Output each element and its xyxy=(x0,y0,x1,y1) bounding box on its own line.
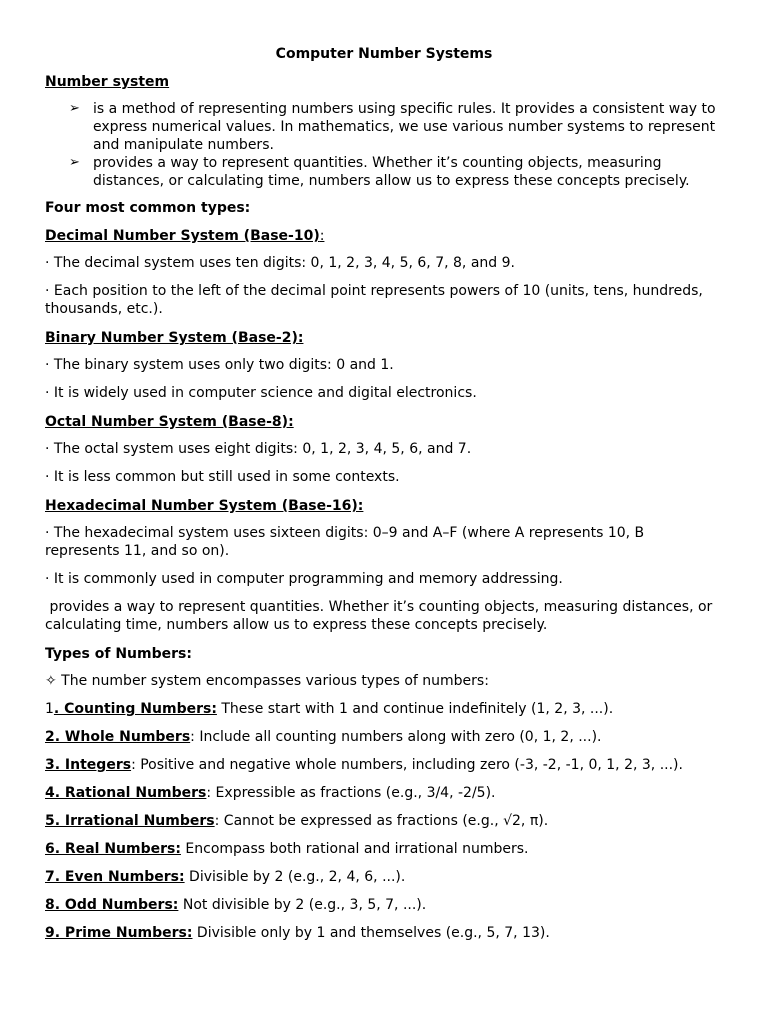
arrow-bullet-icon: ➢ xyxy=(69,101,80,116)
binary-line-1: · The binary system uses only two digits: 0 and 1. xyxy=(45,357,394,373)
type-desc: Divisible only by 1 and themselves (e.g., 5, 7, 13). xyxy=(192,925,550,941)
repeat-paragraph: provides a way to represent quantities. Whether it’s counting objects, measuring distances, or calculating time, numbers allow us to express these concepts precisely. xyxy=(45,599,717,633)
type-term: 3. Integers xyxy=(45,757,132,773)
bullet-text: provides a way to represent quantities. Whether it’s counting objects, measuring distances, or calculating time, numbers allow us to express these concepts precisely. xyxy=(93,155,690,189)
type-desc: Encompass both rational and irrational numbers. xyxy=(180,841,529,857)
type-term: 2. Whole Numbers xyxy=(45,729,191,745)
type-term: 6. Real Numbers: xyxy=(45,841,181,857)
list-item xyxy=(45,812,723,830)
list-item xyxy=(45,896,723,914)
hex-line-1: · The hexadecimal system uses sixteen digits: 0–9 and A–F (where A represents 10, B represents 11, and so on). xyxy=(45,525,645,559)
list-item xyxy=(45,924,723,942)
type-term: 9. Prime Numbers: xyxy=(45,925,193,941)
common-types-heading: Four most common types: xyxy=(45,200,251,216)
type-term: 4. Rational Numbers xyxy=(45,785,207,801)
list-item xyxy=(69,100,723,154)
type-term: 8. Odd Numbers: xyxy=(45,897,179,913)
type-term: 7. Even Numbers: xyxy=(45,869,185,885)
types-heading: Types of Numbers: xyxy=(45,646,192,662)
type-desc: Divisible by 2 (e.g., 2, 4, 6, ...). xyxy=(184,869,406,885)
list-item xyxy=(45,728,723,746)
list-item xyxy=(45,784,723,802)
octal-heading: Octal Number System (Base-8): xyxy=(45,414,294,430)
type-desc: : Expressible as fractions (e.g., 3/4, -2/5). xyxy=(206,785,496,801)
binary-heading: Binary Number System (Base-2): xyxy=(45,330,304,346)
decimal-line-1: · The decimal system uses ten digits: 0, 1, 2, 3, 4, 5, 6, 7, 8, and 9. xyxy=(45,255,515,271)
list-item xyxy=(45,700,723,718)
decimal-heading: Decimal Number System (Base-10) xyxy=(45,228,320,244)
hex-line-2: · It is commonly used in computer programming and memory addressing. xyxy=(45,571,563,587)
type-term: . Counting Numbers: xyxy=(53,701,217,717)
type-desc: : Include all counting numbers along with zero (0, 1, 2, ...). xyxy=(190,729,602,745)
list-item xyxy=(45,756,723,774)
types-list xyxy=(45,700,723,942)
type-desc: : Positive and negative whole numbers, including zero (-3, -2, -1, 0, 1, 2, 3, ...). xyxy=(131,757,683,773)
decimal-line-2: · Each position to the left of the decimal point represents powers of 10 (units, tens, hundreds, thousands, etc.). xyxy=(45,283,703,317)
binary-line-2: · It is widely used in computer science and digital electronics. xyxy=(45,385,477,401)
list-item xyxy=(69,154,723,190)
type-prefix: 1 xyxy=(45,701,54,717)
type-term: 5. Irrational Numbers xyxy=(45,813,215,829)
types-intro: ✧ The number system encompasses various types of numbers: xyxy=(45,673,489,689)
hex-heading: Hexadecimal Number System (Base-16): xyxy=(45,498,364,514)
octal-line-2: · It is less common but still used in some contexts. xyxy=(45,469,400,485)
section-heading-number-system: Number system xyxy=(45,74,170,90)
decimal-heading-line xyxy=(45,226,723,246)
list-item xyxy=(45,840,723,858)
number-system-bullet-list xyxy=(45,100,723,190)
type-desc: Not divisible by 2 (e.g., 3, 5, 7, ...). xyxy=(178,897,427,913)
octal-line-1: · The octal system uses eight digits: 0, 1, 2, 3, 4, 5, 6, and 7. xyxy=(45,441,472,457)
arrow-bullet-icon: ➢ xyxy=(69,155,80,170)
type-desc: These start with 1 and continue indefinitely (1, 2, 3, ...). xyxy=(216,701,614,717)
type-desc: : Cannot be expressed as fractions (e.g., √2, π). xyxy=(214,813,549,829)
decimal-heading-colon: : xyxy=(319,228,325,244)
document-title: Computer Number Systems xyxy=(275,46,493,62)
bullet-text: is a method of representing numbers using specific rules. It provides a consistent way to express numerical values. In mathematics, we use various number systems to represent and manipulate numbers. xyxy=(93,101,716,153)
list-item xyxy=(45,868,723,886)
